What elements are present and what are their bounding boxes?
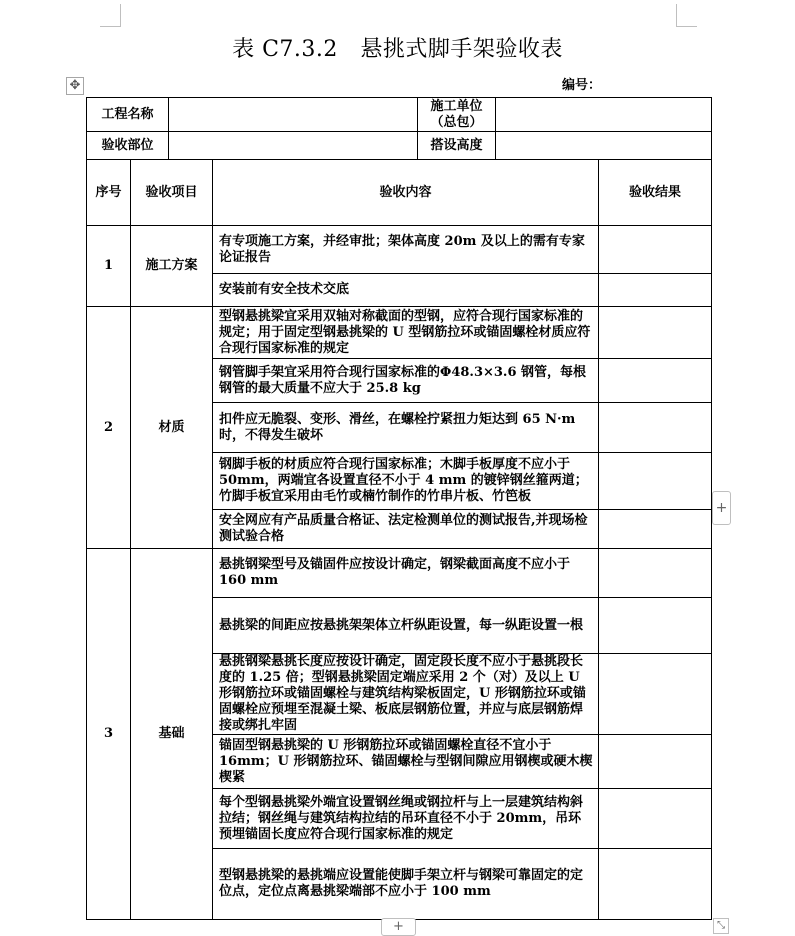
content-cell: 有专项施工方案，并经审批；架体高度 20m 及以上的需有专家论证报告: [213, 226, 599, 274]
content-cell: 安装前有安全技术交底: [213, 274, 599, 307]
result-cell[interactable]: [599, 849, 712, 920]
col-header-result: 验收结果: [599, 160, 712, 226]
erection-height-value[interactable]: [496, 132, 712, 160]
content-cell: 锚固型钢悬挑梁的 U 形钢筋拉环或锚固螺栓直径不宜小于 16mm；U 形钢筋拉环、锚固螺栓与型钢间隙应用钢楔或硬木楔楔紧: [213, 735, 599, 789]
result-cell[interactable]: [599, 403, 712, 453]
result-cell[interactable]: [599, 735, 712, 789]
number-label: 编号：: [562, 78, 602, 93]
construction-unit-line2: （总包）: [430, 114, 483, 130]
project-name-value[interactable]: [169, 98, 418, 132]
result-cell[interactable]: [599, 359, 712, 403]
col-header-seq: 序号: [87, 160, 131, 226]
add-row-plus-icon[interactable]: +: [381, 918, 416, 936]
group-2-item: 材质: [131, 307, 213, 549]
acceptance-table: [86, 97, 712, 920]
result-cell[interactable]: [599, 654, 712, 735]
content-cell: 每个型钢悬挑梁外端宜设置钢丝绳或钢拉杆与上一层建筑结构斜拉结；钢丝绳与建筑结构拉结的吊环直径不小于 20mm，吊环预埋锚固长度应符合现行国家标准的规定: [213, 789, 599, 849]
table-move-handle-icon[interactable]: ✥: [66, 77, 84, 95]
result-cell[interactable]: [599, 598, 712, 654]
result-cell[interactable]: [599, 510, 712, 549]
group-3-seq: 3: [87, 549, 131, 920]
acceptance-part-value[interactable]: [169, 132, 418, 160]
page-title: 表 C7.3.2 悬挑式脚手架验收表: [232, 37, 563, 62]
content-cell: 悬挑钢梁悬挑长度应按设计确定，固定段长度不应小于悬挑段长度的 1.25 倍；型钢悬挑梁固定端应采用 2 个（对）及以上 U 形钢筋拉环或锚固螺栓与建筑结构梁板固定，U 形钢筋拉环或锚固螺栓应预埋至混凝土梁、板底层钢筋位置，并应与底层钢筋焊接或绑扎牢固: [213, 654, 599, 735]
add-column-plus-icon[interactable]: +: [712, 491, 731, 525]
content-cell: 扣件应无脆裂、变形、滑丝，在螺栓拧紧扭力矩达到 65 N·m 时，不得发生破坏: [213, 403, 599, 453]
content-cell: 悬挑钢梁型号及锚固件应按设计确定，钢梁截面高度不应小于 160 mm: [213, 549, 599, 598]
col-header-content: 验收内容: [213, 160, 599, 226]
result-cell[interactable]: [599, 549, 712, 598]
content-cell: 钢脚手板的材质应符合现行国家标准；木脚手板厚度不应小于 50mm，两端宜各设置直径不小于 4 mm 的镀锌钢丝箍两道；竹脚手板宜采用由毛竹或楠竹制作的竹串片板、竹笆板: [213, 453, 599, 510]
col-header-item: 验收项目: [131, 160, 213, 226]
construction-unit-value[interactable]: [496, 98, 712, 132]
content-cell: 悬挑梁的间距应按悬挑架架体立杆纵距设置，每一纵距设置一根: [213, 598, 599, 654]
table-resize-icon[interactable]: ⤡: [713, 918, 729, 934]
group-3-item: 基础: [131, 549, 213, 920]
content-cell: 钢管脚手架宜采用符合现行国家标准的Φ48.3×3.6 钢管，每根钢管的最大质量不应大于 25.8 kg: [213, 359, 599, 403]
result-cell[interactable]: [599, 274, 712, 307]
group-1-item: 施工方案: [131, 226, 213, 307]
group-1-seq: 1: [87, 226, 131, 307]
crop-mark-top-left: [100, 4, 121, 27]
result-cell[interactable]: [599, 789, 712, 849]
construction-unit-label: [418, 98, 496, 132]
result-cell[interactable]: [599, 453, 712, 510]
construction-unit-line1: 施工单位: [430, 98, 483, 114]
content-cell: 型钢悬挑梁的悬挑端应设置能使脚手架立杆与钢梁可靠固定的定位点，定位点离悬挑梁端部不应小于 100 mm: [213, 849, 599, 920]
acceptance-part-label: 验收部位: [87, 132, 169, 160]
crop-mark-top-right: [676, 4, 697, 27]
content-cell: 安全网应有产品质量合格证、法定检测单位的测试报告,并现场检测试验合格: [213, 510, 599, 549]
erection-height-label: 搭设高度: [418, 132, 496, 160]
group-2-seq: 2: [87, 307, 131, 549]
result-cell[interactable]: [599, 226, 712, 274]
content-cell: 型钢悬挑梁宜采用双轴对称截面的型钢，应符合现行国家标准的规定；用于固定型钢悬挑梁的 U 型钢筋拉环或锚固螺栓材质应符合现行国家标准的规定: [213, 307, 599, 359]
result-cell[interactable]: [599, 307, 712, 359]
project-name-label: 工程名称: [87, 98, 169, 132]
